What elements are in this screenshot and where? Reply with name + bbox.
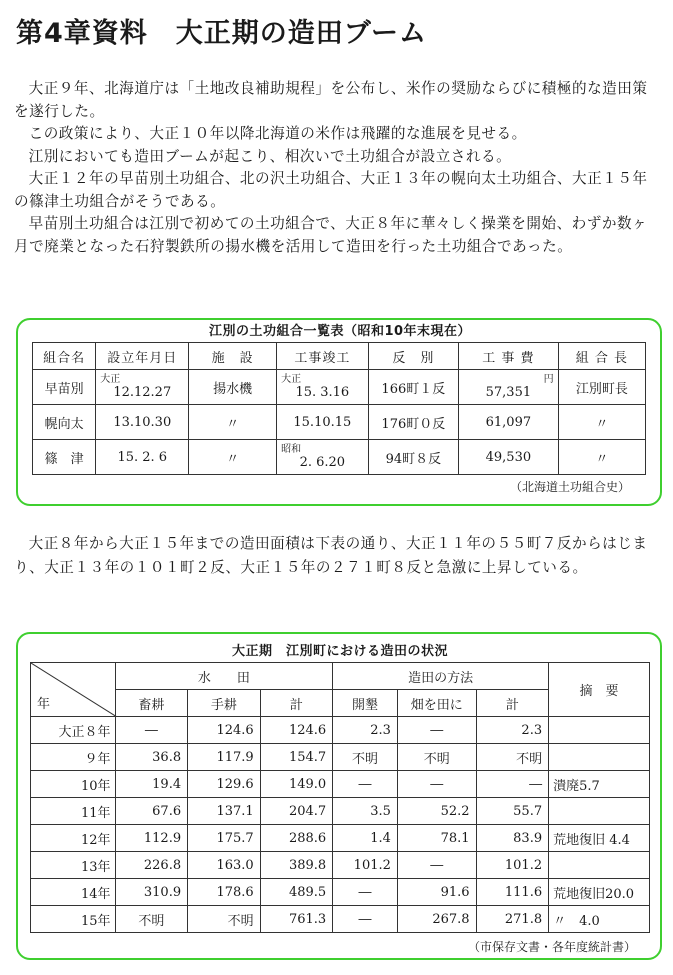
year-label: 年 — [37, 697, 51, 712]
cell-paddy-total: 761.3 — [260, 906, 333, 933]
era-label: 昭和 — [281, 444, 302, 455]
paddy-table-source: （市保存文書・各年度統計書） — [468, 940, 637, 954]
cell-remark: 荒地復旧20.0 — [549, 879, 650, 906]
cell-chikko: 不明 — [115, 906, 188, 933]
table-row — [33, 440, 646, 475]
founded-date: 13.10.30 — [96, 405, 189, 440]
paddy-table-caption: 大正期 江別町における造田の状況 — [231, 644, 448, 659]
cost: 49,530 — [459, 440, 559, 475]
cell-hatake: 91.6 — [397, 879, 476, 906]
completed-date: 15.10.15 — [277, 405, 369, 440]
cell-hatake: ― — [397, 852, 476, 879]
cell-remark: 〃 4.0 — [549, 906, 650, 933]
cell-remark: 潰廃5.7 — [549, 771, 650, 798]
founded-date: 12.12.27 — [113, 385, 172, 400]
facility: 〃 — [189, 440, 277, 475]
area: 176町０反 — [368, 405, 459, 440]
cell-chikko: 67.6 — [115, 798, 188, 825]
paddy-table-body — [31, 717, 650, 933]
column-header: 工事竣工 — [277, 343, 369, 370]
column-header: 組 合 長 — [558, 343, 645, 370]
cell-paddy-total: 124.6 — [260, 717, 333, 744]
cell-chikko: 226.8 — [115, 852, 188, 879]
paddy-table — [30, 662, 650, 933]
cell-paddy-total: 288.6 — [260, 825, 333, 852]
column-header: 組合名 — [33, 343, 96, 370]
completed-cell — [277, 440, 369, 475]
founded-date: 15. 2. 6 — [96, 440, 189, 475]
paragraph: 大正８年から大正１５年までの造田面積は下表の通り、大正１１年の５５町７反からはじまり、大正１３年の１０１町２反、大正１５年の２７１町８反と急激に上昇している。 — [14, 535, 648, 576]
cell-shuko: 178.6 — [188, 879, 261, 906]
cell-year: ９年 — [31, 744, 116, 771]
cell-kaikon: ― — [333, 879, 398, 906]
cell-shuko: 117.9 — [188, 744, 261, 771]
union-table-source: （北海道土功組合史） — [510, 480, 631, 494]
area: 94町８反 — [368, 440, 459, 475]
founded-cell — [96, 370, 189, 405]
cell-kaikon: 1.4 — [333, 825, 398, 852]
paragraph: 大正１２年の早苗別土功組合、北の沢土功組合、大正１３年の幌向太土功組合、大正１５年の篠津土功組合がそうである。 — [14, 170, 648, 210]
cell-shuko: 137.1 — [188, 798, 261, 825]
column-header: 畑を田に — [397, 690, 476, 717]
column-header: 計 — [476, 690, 549, 717]
table-row — [33, 405, 646, 440]
table-row — [31, 906, 650, 933]
cell-method-total: 55.7 — [476, 798, 549, 825]
paragraph: 早苗別土功組合は江別で初めての土功組合で、大正８年に華々しく操業を開始、わずか数ヶ月で廃業となった石狩製鉄所の揚水機を活用して造田を行った土功組合であった。 — [14, 215, 648, 255]
cell-paddy-total: 154.7 — [260, 744, 333, 771]
era-label: 大正 — [100, 374, 121, 385]
cell-year: 14年 — [31, 879, 116, 906]
cell-method-total: ― — [476, 771, 549, 798]
column-header: 手耕 — [188, 690, 261, 717]
cell-method-total: 83.9 — [476, 825, 549, 852]
cell-year: 13年 — [31, 852, 116, 879]
cell-chikko: 112.9 — [115, 825, 188, 852]
table-row — [31, 798, 650, 825]
completed-cell — [277, 370, 369, 405]
remarks-header: 摘 要 — [549, 663, 650, 717]
cell-paddy-total: 489.5 — [260, 879, 333, 906]
facility: 揚水機 — [189, 370, 277, 405]
table-row — [31, 744, 650, 771]
column-header: 畜耕 — [115, 690, 188, 717]
year-corner-cell — [31, 663, 116, 717]
union-head: 〃 — [558, 405, 645, 440]
currency-unit: 円 — [543, 374, 554, 385]
cell-remark — [549, 744, 650, 771]
cell-chikko: 310.9 — [115, 879, 188, 906]
paragraph: この政策により、大正１０年以降北海道の米作は飛躍的な進展を見せる。 — [28, 125, 527, 142]
union-name: 幌向太 — [33, 405, 96, 440]
union-name: 篠 津 — [33, 440, 96, 475]
cell-method-total: 101.2 — [476, 852, 549, 879]
union-table — [32, 342, 646, 475]
column-header: 開墾 — [333, 690, 398, 717]
cell-kaikon: 不明 — [333, 744, 398, 771]
cell-kaikon: 2.3 — [333, 717, 398, 744]
completed-date: 15. 3.16 — [295, 385, 350, 400]
table-row — [31, 771, 650, 798]
cell-shuko: 175.7 — [188, 825, 261, 852]
union-head: 〃 — [558, 440, 645, 475]
cell-shuko: 不明 — [188, 906, 261, 933]
page-title: 第4章資料 大正期の造田ブーム — [16, 18, 427, 49]
era-label: 大正 — [281, 374, 302, 385]
cell-shuko: 124.6 — [188, 717, 261, 744]
cost: 61,097 — [459, 405, 559, 440]
cell-year: 大正８年 — [31, 717, 116, 744]
cell-year: 15年 — [31, 906, 116, 933]
cell-hatake: 267.8 — [397, 906, 476, 933]
table-header-row — [33, 343, 646, 370]
cell-year: 12年 — [31, 825, 116, 852]
cell-paddy-total: 204.7 — [260, 798, 333, 825]
cell-chikko: 19.4 — [115, 771, 188, 798]
completed-date: 2. 6.20 — [299, 455, 346, 470]
cost-cell — [459, 370, 559, 405]
column-header: 工 事 費 — [459, 343, 559, 370]
cell-kaikon: ― — [333, 906, 398, 933]
cell-remark: 荒地復旧 4.4 — [549, 825, 650, 852]
cell-hatake: 不明 — [397, 744, 476, 771]
intro-text — [14, 78, 662, 258]
group-header-method: 造田の方法 — [333, 663, 549, 690]
cell-kaikon: 101.2 — [333, 852, 398, 879]
cell-method-total: 不明 — [476, 744, 549, 771]
table-row — [31, 852, 650, 879]
cell-remark — [549, 717, 650, 744]
facility: 〃 — [189, 405, 277, 440]
cell-hatake: ― — [397, 717, 476, 744]
cell-remark — [549, 798, 650, 825]
column-header: 設立年月日 — [96, 343, 189, 370]
table-header-row — [31, 663, 650, 690]
table-row — [31, 879, 650, 906]
union-table-caption: 江別の土功組合一覧表（昭和10年末現在） — [208, 324, 472, 339]
cell-method-total: 111.6 — [476, 879, 549, 906]
cell-chikko: 36.8 — [115, 744, 188, 771]
table-row — [33, 370, 646, 405]
paragraph: 江別においても造田ブームが起こり、相次いで土功組合が設立される。 — [28, 147, 512, 165]
area: 166町１反 — [368, 370, 459, 405]
cell-kaikon: ― — [333, 771, 398, 798]
cell-hatake: ― — [397, 771, 476, 798]
union-name: 早苗別 — [33, 370, 96, 405]
table-row — [31, 717, 650, 744]
cell-kaikon: 3.5 — [333, 798, 398, 825]
cell-shuko: 129.6 — [188, 771, 261, 798]
mid-text — [14, 532, 662, 580]
cell-year: 10年 — [31, 771, 116, 798]
cell-method-total: 271.8 — [476, 906, 549, 933]
table-row — [31, 825, 650, 852]
cell-year: 11年 — [31, 798, 116, 825]
cell-hatake: 52.2 — [397, 798, 476, 825]
column-header: 計 — [260, 690, 333, 717]
cell-shuko: 163.0 — [188, 852, 261, 879]
cell-chikko: ― — [115, 717, 188, 744]
union-head: 江別町長 — [558, 370, 645, 405]
column-header: 反 別 — [368, 343, 459, 370]
column-header: 施 設 — [189, 343, 277, 370]
paragraph: 大正９年、北海道庁は「土地改良補助規程」を公布し、米作の奨励ならびに積極的な造田策を遂行した。 — [14, 80, 648, 120]
group-header-suiden: 水 田 — [115, 663, 333, 690]
cell-paddy-total: 149.0 — [260, 771, 333, 798]
cell-paddy-total: 389.8 — [260, 852, 333, 879]
cell-method-total: 2.3 — [476, 717, 549, 744]
cell-hatake: 78.1 — [397, 825, 476, 852]
cost: 57,351 — [485, 385, 532, 400]
cell-remark — [549, 852, 650, 879]
